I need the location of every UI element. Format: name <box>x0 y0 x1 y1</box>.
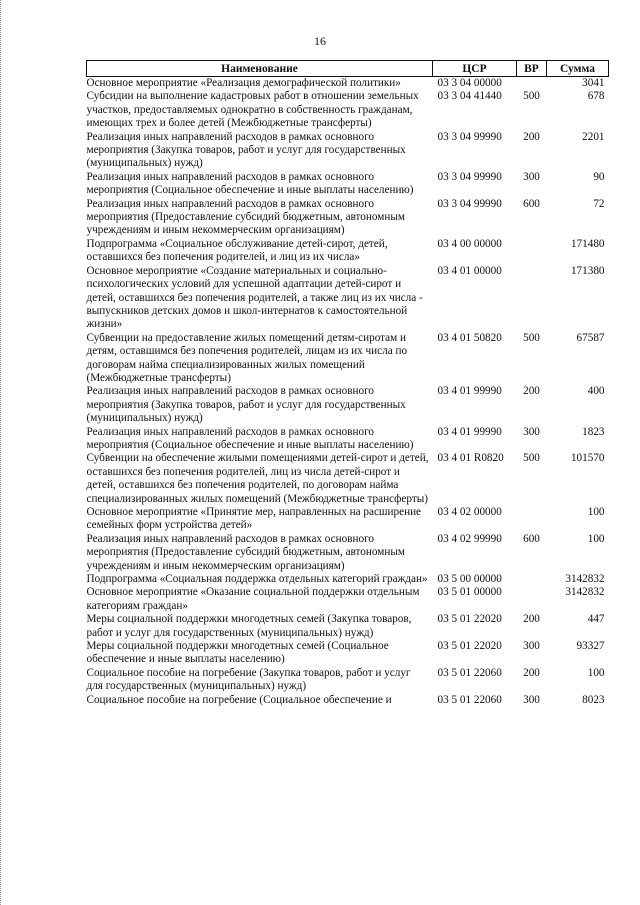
row-vr <box>517 77 547 91</box>
header-sum: Сумма <box>547 61 609 77</box>
table-row <box>87 694 609 707</box>
table-row <box>87 667 609 694</box>
row-csr: 03 4 00 00000 <box>437 237 502 250</box>
header-csr: ЦСР <box>433 61 517 77</box>
table-row <box>87 238 609 265</box>
row-csr: 03 3 04 00000 <box>437 77 502 89</box>
row-sum: 2201 <box>582 130 605 143</box>
row-name: Реализация иных направлений расходов в рамках основного мероприятия (Закупка товаров, работ и услуг для государственных (муниципальных) нужд) <box>86 385 406 425</box>
row-name: Меры социальной поддержки многодетных семей (Социальное обеспечение и иные выплаты населению) <box>86 640 389 666</box>
row-vr: 300 <box>523 693 540 706</box>
row-csr: 03 4 01 R0820 <box>437 452 504 465</box>
row-name: Реализация иных направлений расходов в рамках основного мероприятия (Социальное обеспечение и иные выплаты населению) <box>86 170 414 197</box>
row-csr: 03 4 02 00000 <box>437 506 502 518</box>
row-vr: 500 <box>523 452 540 465</box>
row-name: Субвенции на предоставление жилых помещений детям-сиротам и детям, оставшимся без попечения родителей, лицам из их числа по договорам найма специализированных жилых помещений (Межбюджетные трансферты) <box>86 331 408 384</box>
row-sum: 171380 <box>570 264 605 277</box>
row-csr: 03 3 04 99990 <box>437 170 502 183</box>
row-sum: 400 <box>587 385 605 398</box>
row-vr: 500 <box>523 90 540 103</box>
row-name: Основное мероприятие «Создание материальных и социально-психологических условий для успешной адаптации детей-сирот и детей, оставшихся без попечения родителей, а также лиц из их числа - выпускников детских домов и школ-интернатов к самостоятельной жизни» <box>86 264 423 331</box>
row-sum: 93327 <box>576 640 605 653</box>
header-vr: ВР <box>517 61 547 77</box>
row-sum: 3142832 <box>565 573 605 586</box>
row-name: Социальное пособие на погребение (Социальное обеспечение и <box>86 693 392 706</box>
row-name: Реализация иных направлений расходов в рамках основного мероприятия (Социальное обеспечение и иные выплаты населению) <box>86 425 414 451</box>
row-vr: 600 <box>523 197 540 210</box>
row-name: Реализация иных направлений расходов в рамках основного мероприятия (Закупка товаров, работ и услуг для государственных (муниципальных) нужд) <box>86 130 406 170</box>
header-name: Наименование <box>87 61 433 77</box>
row-sum: 171480 <box>570 237 605 250</box>
row-vr <box>517 506 547 533</box>
row-vr <box>517 265 547 332</box>
row-csr: 03 5 01 22060 <box>437 666 502 679</box>
table-row <box>87 198 609 238</box>
row-sum: 1823 <box>582 425 605 438</box>
row-name: Реализация иных направлений расходов в рамках основного мероприятия (Предоставление субсидий бюджетным, автономным учреждениям и иным некоммерческим организациям) <box>86 532 405 572</box>
budget-table <box>86 60 609 707</box>
row-vr: 200 <box>523 385 540 398</box>
table-row <box>87 131 609 171</box>
table-header-row <box>87 61 609 77</box>
row-sum: 101570 <box>570 452 605 465</box>
table-row <box>87 613 609 640</box>
row-csr: 03 5 01 00000 <box>437 586 502 599</box>
table-row <box>87 90 609 130</box>
row-sum: 100 <box>587 532 605 545</box>
row-sum: 100 <box>587 506 605 518</box>
budget-table-container <box>86 60 605 707</box>
row-vr <box>517 586 547 613</box>
table-row <box>87 265 609 332</box>
row-name: Меры социальной поддержки многодетных семей (Закупка товаров, работ и услуг для государственных (муниципальных) нужд) <box>86 613 412 639</box>
row-name: Подпрограмма «Социальное обслуживание детей-сирот, детей, оставшихся без попечения родителей, и лиц из их числа» <box>86 237 388 264</box>
row-sum: 3142832 <box>565 586 605 599</box>
scan-edge <box>0 0 3 905</box>
row-csr: 03 5 01 22060 <box>437 693 502 706</box>
row-csr: 03 3 04 99990 <box>437 197 502 210</box>
row-sum: 3041 <box>582 77 605 89</box>
row-vr <box>517 573 547 586</box>
table-row <box>87 452 609 506</box>
row-sum: 8023 <box>582 693 605 706</box>
row-vr: 600 <box>523 532 540 545</box>
row-csr: 03 5 00 00000 <box>437 573 502 586</box>
table-row <box>87 573 609 586</box>
row-name: Субвенции на обеспечение жилыми помещениями детей-сирот и детей, оставшихся без попечения родителей, лиц из числа детей-сирот и детей, оставшихся без попечения родителей, по договорам найма специализированных жилых помещений (Межбюджетные трансферты) <box>86 452 429 505</box>
table-row <box>87 586 609 613</box>
row-sum: 447 <box>587 613 605 626</box>
row-name: Основное мероприятие «Оказание социальной поддержки отдельным категориям граждан» <box>86 586 420 612</box>
table-row <box>87 640 609 667</box>
row-name: Основное мероприятие «Реализация демографической политики» <box>86 77 401 89</box>
table-row <box>87 426 609 453</box>
row-name: Реализация иных направлений расходов в рамках основного мероприятия (Предоставление субсидий бюджетным, автономным учреждениям и иным некоммерческим организациям) <box>86 197 405 237</box>
table-row <box>87 385 609 425</box>
row-vr: 200 <box>523 613 540 626</box>
row-csr: 03 4 02 99990 <box>437 532 502 545</box>
row-vr <box>517 238 547 265</box>
row-name: Основное мероприятие «Принятие мер, направленных на расширение семейных форм устройства детей» <box>86 506 422 532</box>
row-vr: 200 <box>523 130 540 143</box>
row-sum: 90 <box>593 170 605 183</box>
row-sum: 72 <box>593 197 605 210</box>
page-number: 16 <box>314 34 326 48</box>
table-row <box>87 171 609 198</box>
row-vr: 200 <box>523 666 540 679</box>
table-row <box>87 332 609 386</box>
row-csr: 03 4 01 00000 <box>437 264 502 277</box>
row-name: Субсидии на выполнение кадастровых работ в отношении земельных участков, предоставляемых однократно в собственность гражданам, имеющих трех и более детей (Межбюджетные трансферты) <box>86 90 419 130</box>
row-csr: 03 4 01 99990 <box>437 425 502 438</box>
row-csr: 03 4 01 50820 <box>437 331 502 344</box>
row-sum: 100 <box>587 666 605 679</box>
row-sum: 678 <box>587 90 605 103</box>
row-vr: 300 <box>523 640 540 653</box>
table-row <box>87 533 609 573</box>
row-csr: 03 4 01 99990 <box>437 385 502 398</box>
row-vr: 500 <box>523 331 540 344</box>
row-csr: 03 3 04 41440 <box>437 90 502 103</box>
row-sum: 67587 <box>576 331 605 344</box>
table-row <box>87 506 609 533</box>
row-name: Подпрограмма «Социальная поддержка отдельных категорий граждан» <box>86 573 428 586</box>
row-csr: 03 5 01 22020 <box>437 640 502 653</box>
row-csr: 03 3 04 99990 <box>437 130 502 143</box>
row-vr: 300 <box>523 170 540 183</box>
row-name: Социальное пособие на погребение (Закупка товаров, работ и услуг для государственных (муниципальных) нужд) <box>86 666 411 693</box>
row-csr: 03 5 01 22020 <box>437 613 502 626</box>
row-vr: 300 <box>523 425 540 438</box>
table-row <box>87 77 609 91</box>
